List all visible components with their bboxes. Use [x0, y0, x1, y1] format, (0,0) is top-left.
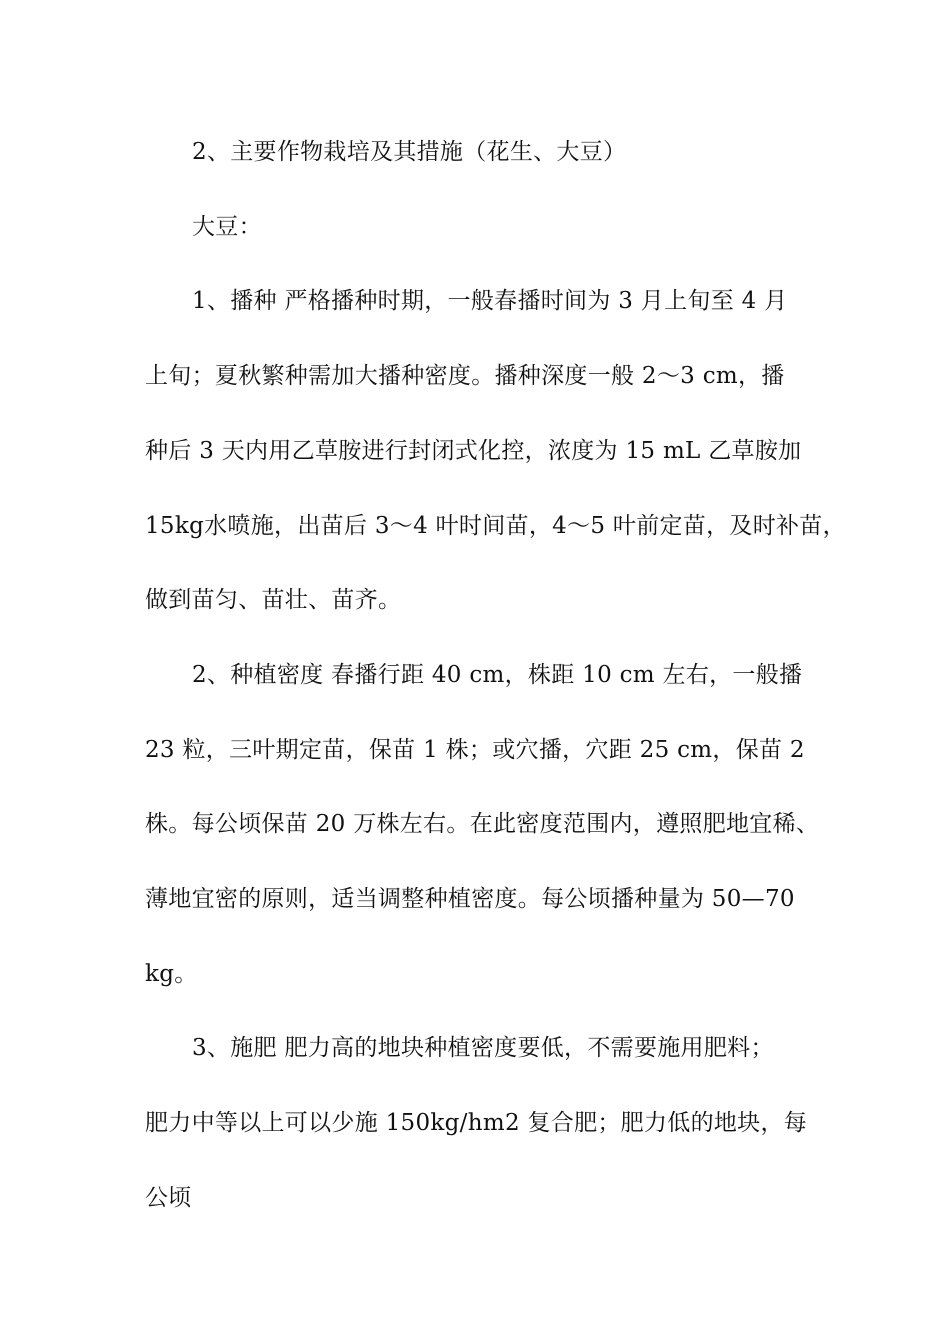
paragraph-line: 1、播种 严格播种时期，一般春播时间为 3 月上旬至 4 月 [192, 288, 788, 314]
paragraph-line: 公顷 [145, 1185, 192, 1211]
paragraph-line: 薄地宜密的原则，适当调整种植密度。每公顷播种量为 50—70 [145, 886, 795, 912]
paragraph-line: 3、施肥 肥力高的地块种植密度要低，不需要施用肥料； [192, 1035, 774, 1061]
paragraph-line: 上旬；夏秋繁种需加大播种密度。播种深度一般 2～3 cm，播 [145, 363, 785, 389]
paragraph-line: 肥力中等以上可以少施 150kg/hm2 复合肥；肥力低的地块，每 [145, 1110, 808, 1136]
paragraph-line: kg。 [145, 961, 198, 987]
paragraph-line: 15kg水喷施，出苗后 3～4 叶时间苗，4～5 叶前定苗，及时补苗， [145, 513, 846, 539]
paragraph-line: 种后 3 天内用乙草胺进行封闭式化控，浓度为 15 mL 乙草胺加 [145, 438, 802, 464]
paragraph-line: 23 粒，三叶期定苗，保苗 1 株；或穴播，穴距 25 cm，保苗 2 [145, 737, 805, 763]
paragraph-line: 株。每公顷保苗 20 万株左右。在此密度范围内，遵照肥地宜稀、 [145, 811, 820, 837]
section-heading: 2、主要作物栽培及其措施（花生、大豆） [192, 139, 627, 165]
crop-label: 大豆： [192, 214, 262, 240]
paragraph-line: 2、种植密度 春播行距 40 cm，株距 10 cm 左右，一般播 [192, 662, 803, 688]
paragraph-line: 做到苗匀、苗壮、苗齐。 [145, 587, 402, 613]
